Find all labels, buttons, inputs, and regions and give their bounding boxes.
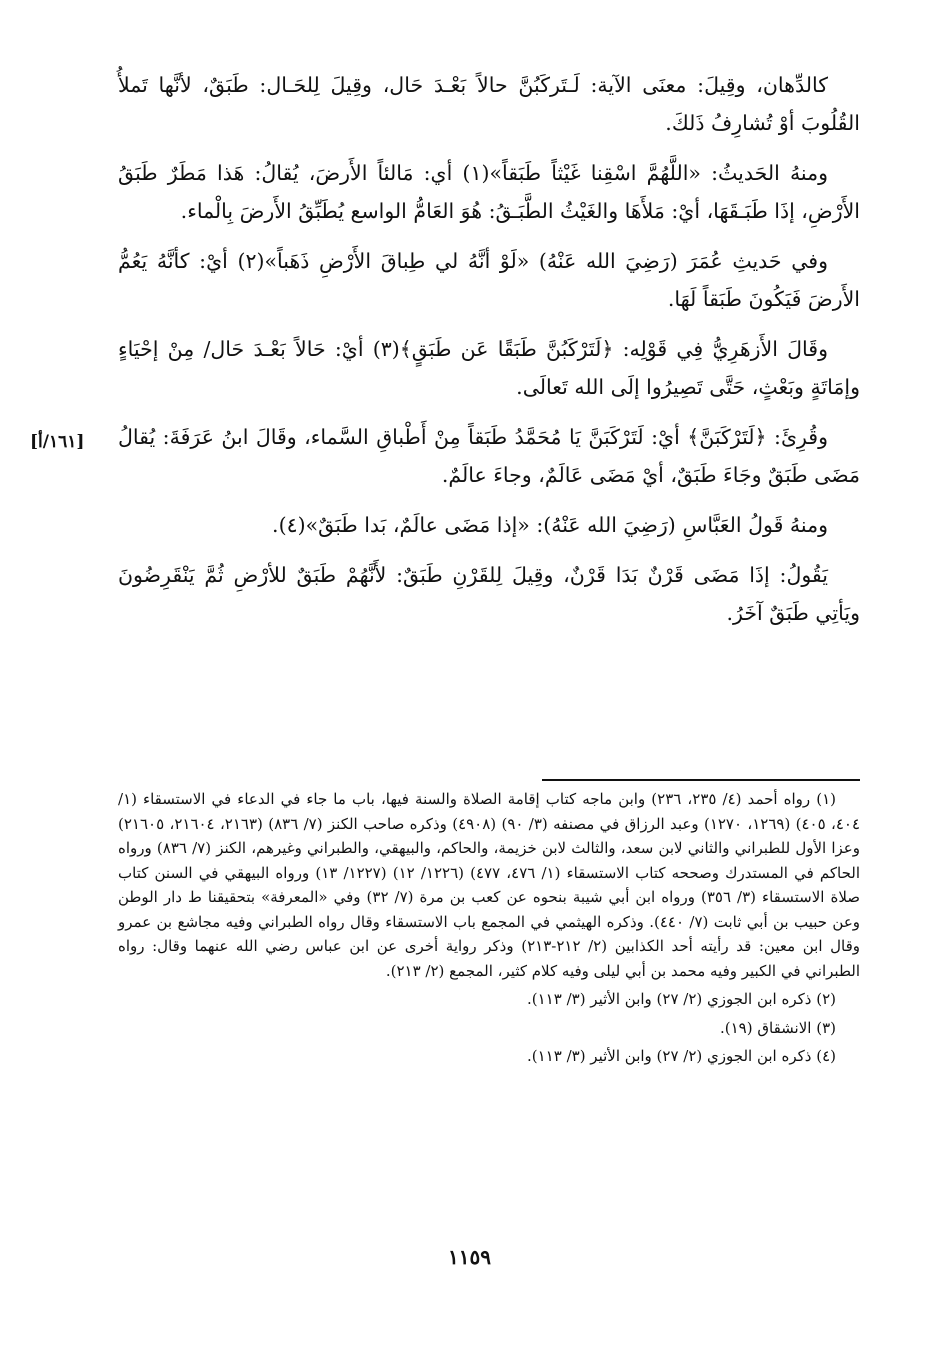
footnote-2: (٢) ذكره ابن الجوزي (٢/ ٢٧) وابن الأثير (٣/ ١١٣). [527,990,836,1008]
paragraph-4: وقَالَ الأَزهَرِيُّ فِي قَوْلِه: ﴿لَتَرْكَبُنَّ طَبَقًا عَن طَبَقٍ﴾(٣) أيْ: حَالاً بَعْـدَ حَال/ مِنْ إحْيَاءٍ وإمَاتَةٍ وبَعْثٍ، حَتَّى تَصِيرُوا إلَى الله تَعالَى. [118,337,860,399]
paragraph-2: ومنهُ الحَديثُ: «اللَّهُمَّ اسْقِنا غَيْثاً طَبَقاً»(١) أي: مَالئاً الأَرضَ، يُقالُ: هَذا مَطَرٌ طَبَقُ الأَرْضِ، إذَا طَبَـقَهَا، أيْ: مَلأَهَا والغَيْثُ الطَّبَـقُ: هُوَ العَامُّ الواسع يُطَبِّقُ الأَرضَ بِالْماء. [118,161,860,223]
footnotes [118,787,860,1073]
page-number: ١١٥٩ [448,1245,491,1269]
paragraph-6: ومنهُ قَولُ العَبَّاسِ (رَضِيَ الله عَنْهُ): «إذا مَضَى عالَمٌ، بَدا طَبَقٌ»(٤). [272,513,828,537]
paragraph-3: وفي حَديثِ عُمَرَ (رَضِيَ الله عَنْهُ) «لَوْ أنَّهُ لي طِباقَ الأَرْضِ ذَهَباً»(٢) أيْ: كأنَّهُ يَعُمُّ الأَرضَ فَيَكُونَ طَبَقاً لَهَا. [118,249,860,311]
footnote-1: (١) رواه أحمد (٤/ ٢٣٥، ٢٣٦) وابن ماجه كتاب إقامة الصلاة والسنة فيها، باب ما جاء في الدعاء في الاستسقاء (١/ ٤٠٤، ٤٠٥) (١٢٦٩، ١٢٧٠) وعبد الرزاق في مصنفه (٣/ ٩٠) (٤٩٠٨) وذكره صاحب الكنز (٧/ ٨٣٦) (٢١٦٣، ٢١٦٠٤، ٢١٦٠٥) وعزا الأول للطبراني والثاني لابن سعد، والثالث لابن خزيمة، والحاكم، والبيهقي، والطبراني وغيرهم، الكنز (٧/ ٨٣٦) ورواه الحاكم في المستدرك وصححه كتاب الاستسقاء (١/ ٤٧٦، ٤٧٧) (١٢٢٦/ ١٢) (١٢٢٧/ ١٣) ورواه البيهقي في السنن كتاب صلاة الاستسقاء (٣/ ٣٥٦) ورواه ابن أبي شيبة بنحوه عن كعب بن مرة (٧/ ٣٢) وفي «المعرفة» بتحقيقنا ط دار الوطن وعن حبيب بن أبي ثابت (٧/ ٤٤٠). وذكره الهيثمي في المجمع باب الاستسقاء وقال رواه الطبراني وفيه مجاشع بن عمرو وقال ابن معين: قد رأيته أحد الكذابين (٢/ ٢١٢-٢١٣) وذكر رواية أخرى عن ابن عباس رضي الله عنهما وقال: رواه الطبراني في الكبير وفيه محمد بن أبي ليلى وفيه كلام كثير، المجمع (٢/ ٢١٣). [118,790,861,980]
footnote-3: (٣) الانشقاق (١٩). [720,1018,836,1037]
paragraph-5: وقُرِئَ: ﴿لَتَرْكَبَنَّ﴾ أيْ: لَتَرْكَبَنَّ يَا مُحَمَّدُ طَبَقاً مِنْ أَطْباقِ السَّماء، وقَالَ ابنُ عَرَفَةَ: يُقالُ مَضَى طَبَقٌ وجَاءَ طَبَقٌ، أيْ مَضَى عَالَمٌ، وجاءَ عالَمٌ. [118,425,860,487]
footnote-4: (٤) ذكره ابن الجوزي (٢/ ٢٧) وابن الأثير (٣/ ١١٣). [527,1047,836,1065]
paragraph-7: يَقُولُ: إذَا مَضَى قَرْنٌ بَدَا قَرْنٌ، وقِيلَ لِلقَرْنِ طَبَقٌ: لأَنَّهُمْ طَبَقٌ للأرْضِ ثُمَّ يَنْقَرِضُونَ ويَأتِي طَبَقٌ آخَرُ. [118,563,860,625]
manuscript-folio-marker: [١٦١/أ] [30,432,85,452]
footnote-separator [542,779,860,781]
paragraph-1: كالدِّهان، وقِيلَ: معنَى الآية: لَـتَركَبُنَّ حالاً بَعْـدَ حَال، وقِيلَ لِلحَـال: طَبَقٌ، لأنَّها تَملأُ القُلُوبَ أوْ تُشارِفُ ذَلكَ. [118,73,860,135]
main-text [118,66,860,644]
